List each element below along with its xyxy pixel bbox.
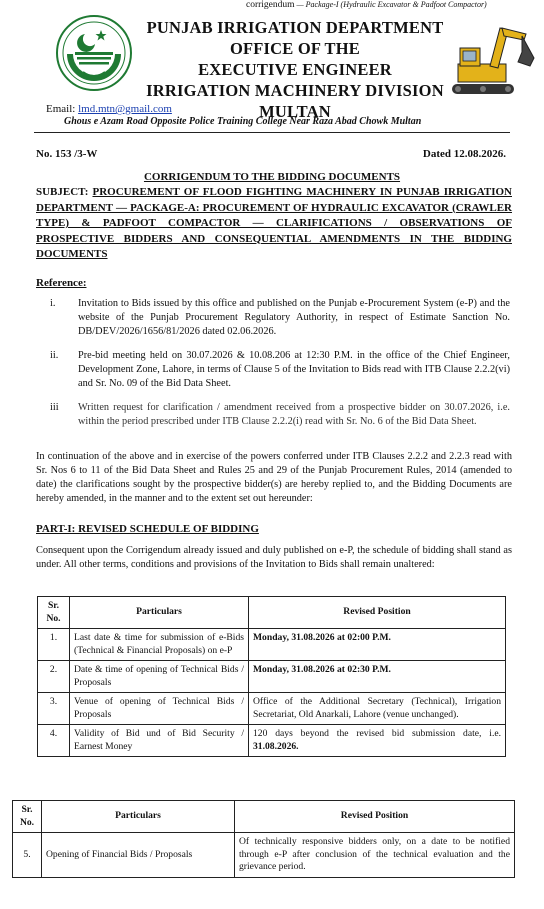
excavator-icon <box>446 18 538 98</box>
reference-item: ii. Pre-bid meeting held on 30.07.2026 & 10.08.206 at 12:30 P.M. in the office of the Chief Engineer, Development Zone, Lahore, in terms of Clause 5 of the Invitation to Bids read with ITB Clause 2.2.2(vi) and Sr. No. 09 of the Bid Data Sheet. <box>50 350 510 389</box>
revised-schedule-table-continued <box>12 800 515 878</box>
amendment-paragraph: In continuation of the above and in exercise of the powers conferred under ITB Clauses 2.2.2 and 2.2.3 read with Sr. Nos 6 to 11 of the Bid Data Sheet and Rules 25 and 29 of the Punjab Procurement Rules, 2014 (amended to date) the clarifications sought by the prospective bidder(s) are hereby replied to, and the Bidding Documents are hereby amended, in the manner and to the extent set out hereunder: <box>36 451 512 504</box>
top-note: corrigendum — Package-I (Hydraulic Excavator & Padfoot Compactor) <box>246 0 487 10</box>
part-one-heading: PART-I: REVISED SCHEDULE OF BIDDING <box>36 523 259 535</box>
office-heading: OFFICE OF THE <box>229 39 361 58</box>
subject-text: PROCUREMENT OF FLOOD FIGHTING MACHINERY IN PUNJAB IRRIGATION DEPARTMENT — PACKAGE-A: PROCUREMENT OF HYDRAULIC EXCAVATOR (CRAWLER TYPE) & PADFOOT COMPACTOR — CLARIFICATIONS / OBSERVATIONS OF PROSPECTIVE BIDDERS AND CONSEQUENTIAL AMENDMENTS IN THE BIDDING DOCUMENTS <box>36 186 512 260</box>
table-header-row <box>38 597 506 629</box>
revised-position-header: Revised Position <box>235 801 515 833</box>
document-date: Dated 12.08.2026. <box>422 148 506 160</box>
revised-position-header: Revised Position <box>249 597 506 629</box>
division-heading: IRRIGATION MACHINERY DIVISION <box>146 81 444 100</box>
subject-block <box>36 185 512 263</box>
reference-item: iii Written request for clarification / amendment received from a prospective bidder on 30.07.2026, i.e. within the period prescribed under ITB Clause 2.2.2(i) read with Sr. No. 6 of the Bid Data Sheet. <box>50 402 510 427</box>
punjab-government-logo <box>55 14 133 92</box>
executive-engineer-heading: EXECUTIVE ENGINEER <box>198 60 392 79</box>
email-line: Email: lmd.mtn@gmail.com <box>46 103 172 115</box>
table-row: 4. Validity of Bid und of Bid Security / Earnest Money 120 days beyond the revised bid submission date, i.e. 31.08.2026. <box>38 725 506 757</box>
table-row: 2. Date & time of opening of Technical Bids / Proposals Monday, 31.08.2026 at 02:30 P.M. <box>38 661 506 693</box>
table-row: 5. Opening of Financial Bids / Proposals Of technically responsive bidders only, on a date to be notified through e-P after conclusion of the technical evaluation and the grievance period. <box>13 833 515 878</box>
revised-schedule-table <box>37 596 506 757</box>
table-row: 1. Last date & time for submission of e-Bids (Technical & Financial Proposals) on e-P Monday, 31.08.2026 at 02:00 P.M. <box>38 629 506 661</box>
city-heading: MULTAN <box>259 102 331 121</box>
table-row: 3. Venue of opening of Technical Bids / Proposals Office of the Additional Secretary (Technical), Irrigation Secretariat, Old Anarkali, Lahore (venue unchanged). <box>38 693 506 725</box>
email-link[interactable]: lmd.mtn@gmail.com <box>78 103 172 115</box>
reference-heading: Reference: <box>36 277 87 289</box>
table-header-row <box>13 801 515 833</box>
subject-label: SUBJECT: <box>36 186 89 198</box>
corrigendum-title: CORRIGENDUM TO THE BIDDING DOCUMENTS <box>143 171 401 183</box>
office-address: Ghous e Azam Road Opposite Police Training College Near Raza Abad Chowk Multan <box>64 116 422 127</box>
sr-no-header: Sr. No. <box>13 801 42 833</box>
schedule-intro-paragraph: Consequent upon the Corrigendum already issued and duly published on e-P, the schedule of bidding shall stand as under. All other terms, conditions and provisions of the Invitation to Bids shall remain unaltered: <box>36 545 512 570</box>
reference-item: i. Invitation to Bids issued by this office and published on the Punjab e-Procurement System (e-P) and the website of the Punjab Procurement Regulatory Authority, in respect of Estimate Sanction No. DB/DEV/2026/1656/81/2026 dated 02.06.2026. <box>50 298 510 337</box>
particulars-header: Particulars <box>70 597 249 629</box>
reference-number: No. 153 /3-W <box>36 148 98 160</box>
particulars-header: Particulars <box>42 801 235 833</box>
department-heading: PUNJAB IRRIGATION DEPARTMENT <box>146 18 444 37</box>
sr-no-header: Sr. No. <box>38 597 70 629</box>
header-divider <box>34 132 510 133</box>
